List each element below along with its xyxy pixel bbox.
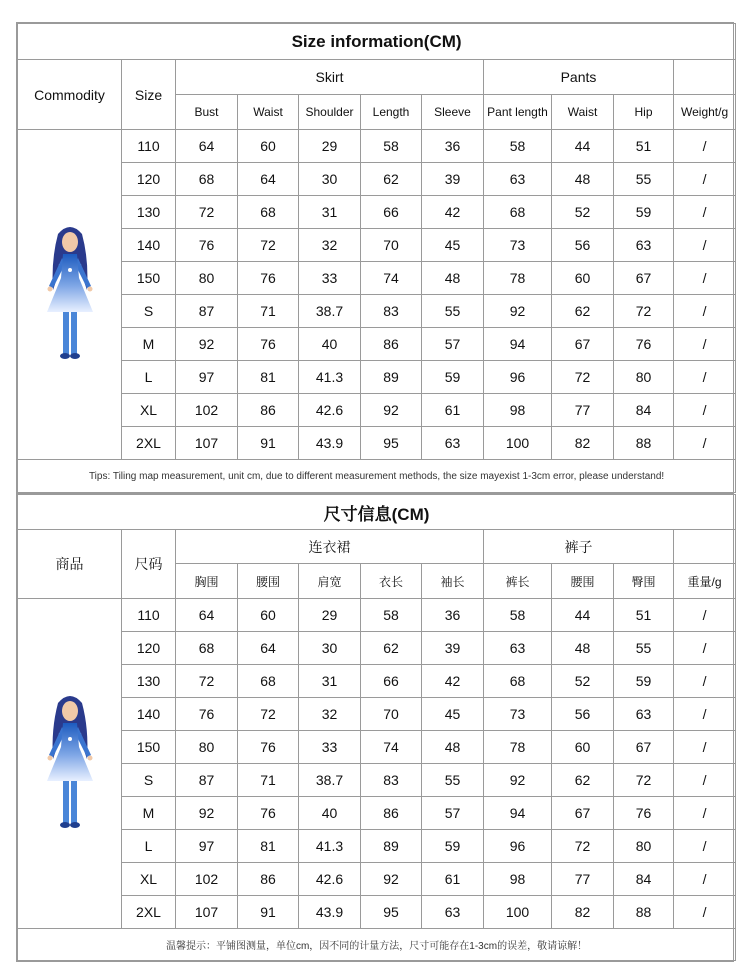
measurement-cell: 82 (552, 896, 614, 929)
measurement-cell: 73 (484, 229, 552, 262)
measurement-cell: 72 (552, 830, 614, 863)
measurement-cell: 42.6 (299, 863, 361, 896)
size-cell: 2XL (122, 427, 176, 460)
table-row (18, 262, 736, 295)
measurement-cell: 95 (361, 427, 422, 460)
empty-header-cell (674, 60, 736, 95)
measurement-cell: 60 (552, 731, 614, 764)
size-cell: 150 (122, 731, 176, 764)
measurement-cell: / (674, 830, 736, 863)
size-cell: M (122, 797, 176, 830)
measurement-cell: 62 (552, 764, 614, 797)
measurement-cell: 43.9 (299, 896, 361, 929)
column-header: Pant length (484, 95, 552, 130)
measurement-cell: 92 (361, 394, 422, 427)
measurement-cell: 92 (361, 863, 422, 896)
table-row (18, 599, 736, 632)
measurement-cell: 63 (614, 229, 674, 262)
measurement-cell: 68 (238, 665, 299, 698)
column-header: 胸围 (176, 564, 238, 599)
measurement-cell: 68 (238, 196, 299, 229)
measurement-cell: 76 (238, 797, 299, 830)
measurement-cell: 58 (484, 599, 552, 632)
measurement-cell: 55 (422, 295, 484, 328)
measurement-cell: 81 (238, 830, 299, 863)
measurement-cell: 33 (299, 731, 361, 764)
measurement-cell: 48 (422, 262, 484, 295)
measurement-cell: 72 (614, 295, 674, 328)
measurement-cell: 68 (176, 163, 238, 196)
size-cell: 130 (122, 665, 176, 698)
measurement-cell: 45 (422, 698, 484, 731)
measurement-cell: 59 (422, 830, 484, 863)
column-header: Shoulder (299, 95, 361, 130)
size-rows (18, 599, 736, 929)
measurement-cell: 72 (176, 196, 238, 229)
measurement-cell: 97 (176, 361, 238, 394)
table-title: 尺寸信息(CM) (18, 495, 736, 530)
measurement-cell: 63 (422, 896, 484, 929)
measurement-cell: / (674, 599, 736, 632)
measurement-cell: 59 (422, 361, 484, 394)
measurement-cell: 41.3 (299, 830, 361, 863)
measurement-cell: 38.7 (299, 295, 361, 328)
measurement-cell: 91 (238, 427, 299, 460)
measurement-cell: 31 (299, 665, 361, 698)
table-row (18, 229, 736, 262)
measurement-cell: 66 (361, 665, 422, 698)
column-header: 衣长 (361, 564, 422, 599)
size-cell: 2XL (122, 896, 176, 929)
measurement-cell: 38.7 (299, 764, 361, 797)
table-row (18, 632, 736, 665)
measurement-cell: / (674, 295, 736, 328)
measurement-cell: 91 (238, 896, 299, 929)
measurement-cell: 32 (299, 229, 361, 262)
measurement-cell: 63 (422, 427, 484, 460)
measurement-cell: 68 (176, 632, 238, 665)
measurement-cell: 84 (614, 863, 674, 896)
measurement-cell: 58 (361, 130, 422, 163)
measurement-cell: 76 (238, 328, 299, 361)
measurement-cell: 64 (176, 599, 238, 632)
table-row (18, 427, 736, 460)
measurement-cell: 55 (614, 163, 674, 196)
pants-header: Pants (484, 60, 674, 95)
measurement-cell: 44 (552, 599, 614, 632)
measurement-cell: 56 (552, 698, 614, 731)
measurement-cell: 63 (484, 163, 552, 196)
column-header: 重量/g (674, 564, 736, 599)
measurement-cell: 67 (614, 731, 674, 764)
measurement-cell: 89 (361, 830, 422, 863)
measurement-cell: 60 (238, 130, 299, 163)
measurement-cell: / (674, 896, 736, 929)
size-cell: L (122, 361, 176, 394)
size-cell: 120 (122, 632, 176, 665)
measurement-cell: 43.9 (299, 427, 361, 460)
size-cell: 130 (122, 196, 176, 229)
measurement-cell: 82 (552, 427, 614, 460)
measurement-cell: 39 (422, 632, 484, 665)
measurement-cell: 100 (484, 896, 552, 929)
measurement-cell: 76 (238, 262, 299, 295)
measurement-cell: 52 (552, 665, 614, 698)
measurement-cell: 61 (422, 394, 484, 427)
measurement-cell: 48 (422, 731, 484, 764)
size-cell: XL (122, 394, 176, 427)
measurement-cell: / (674, 863, 736, 896)
measurement-cell: 42.6 (299, 394, 361, 427)
measurement-cell: 73 (484, 698, 552, 731)
product-image-cell (18, 130, 122, 460)
measurement-cell: 68 (484, 665, 552, 698)
measurement-cell: 71 (238, 764, 299, 797)
empty-header-cell (674, 530, 736, 564)
measurement-tip: Tips: Tiling map measurement, unit cm, due to different measurement methods, the size mayexist 1-3cm error, please understand! (18, 460, 736, 493)
measurement-cell: / (674, 361, 736, 394)
measurement-cell: 88 (614, 896, 674, 929)
measurement-cell: 96 (484, 830, 552, 863)
measurement-cell: 83 (361, 764, 422, 797)
measurement-cell: 60 (552, 262, 614, 295)
measurement-cell: 72 (238, 229, 299, 262)
column-header: Waist (552, 95, 614, 130)
measurement-cell: 107 (176, 896, 238, 929)
measurement-cell: 48 (552, 163, 614, 196)
product-image (35, 689, 105, 839)
measurement-cell: / (674, 698, 736, 731)
measurement-cell: 80 (176, 731, 238, 764)
measurement-cell: 63 (614, 698, 674, 731)
measurement-cell: 56 (552, 229, 614, 262)
skirt-header: 连衣裙 (176, 530, 484, 564)
size-cell: 140 (122, 229, 176, 262)
measurement-cell: 52 (552, 196, 614, 229)
measurement-cell: 59 (614, 196, 674, 229)
measurement-cell: / (674, 163, 736, 196)
measurement-cell: 81 (238, 361, 299, 394)
measurement-cell: / (674, 196, 736, 229)
measurement-cell: 76 (176, 229, 238, 262)
product-image-cell (18, 599, 122, 929)
commodity-header: Commodity (18, 60, 122, 130)
column-header: 裤长 (484, 564, 552, 599)
measurement-cell: 58 (361, 599, 422, 632)
column-header: Weight/g (674, 95, 736, 130)
measurement-cell: / (674, 665, 736, 698)
measurement-cell: 102 (176, 863, 238, 896)
measurement-cell: 64 (176, 130, 238, 163)
column-header: 肩宽 (299, 564, 361, 599)
measurement-cell: 29 (299, 599, 361, 632)
measurement-cell: 41.3 (299, 361, 361, 394)
measurement-cell: 67 (552, 797, 614, 830)
table-row (18, 163, 736, 196)
measurement-cell: 77 (552, 394, 614, 427)
measurement-cell: 29 (299, 130, 361, 163)
measurement-cell: / (674, 328, 736, 361)
measurement-cell: 30 (299, 632, 361, 665)
measurement-cell: 95 (361, 896, 422, 929)
column-header: Bust (176, 95, 238, 130)
measurement-cell: 74 (361, 731, 422, 764)
measurement-cell: 72 (238, 698, 299, 731)
measurement-cell: / (674, 427, 736, 460)
table-title: Size information(CM) (18, 24, 736, 60)
measurement-cell: 97 (176, 830, 238, 863)
measurement-cell: 57 (422, 797, 484, 830)
measurement-cell: 51 (614, 599, 674, 632)
table-row (18, 295, 736, 328)
measurement-cell: 87 (176, 764, 238, 797)
measurement-cell: 77 (552, 863, 614, 896)
commodity-header: 商品 (18, 530, 122, 599)
measurement-cell: 72 (614, 764, 674, 797)
table-row (18, 698, 736, 731)
measurement-cell: 33 (299, 262, 361, 295)
measurement-cell: 57 (422, 328, 484, 361)
measurement-cell: 40 (299, 328, 361, 361)
product-image (35, 220, 105, 370)
measurement-cell: 45 (422, 229, 484, 262)
size-header: Size (122, 60, 176, 130)
column-header: 臀围 (614, 564, 674, 599)
measurement-cell: / (674, 229, 736, 262)
size-cell: S (122, 764, 176, 797)
measurement-cell: 80 (176, 262, 238, 295)
measurement-cell: 96 (484, 361, 552, 394)
measurement-cell: / (674, 130, 736, 163)
measurement-cell: 62 (361, 632, 422, 665)
table-row (18, 328, 736, 361)
measurement-cell: 76 (176, 698, 238, 731)
size-cell: 150 (122, 262, 176, 295)
measurement-cell: 88 (614, 427, 674, 460)
measurement-cell: 68 (484, 196, 552, 229)
measurement-cell: 60 (238, 599, 299, 632)
measurement-cell: 64 (238, 163, 299, 196)
measurement-cell: 59 (614, 665, 674, 698)
column-header: Hip (614, 95, 674, 130)
measurement-cell: 100 (484, 427, 552, 460)
measurement-cell: 86 (238, 394, 299, 427)
measurement-cell: 61 (422, 863, 484, 896)
measurement-cell: 42 (422, 196, 484, 229)
measurement-cell: 102 (176, 394, 238, 427)
measurement-cell: 98 (484, 394, 552, 427)
measurement-cell: 84 (614, 394, 674, 427)
measurement-cell: 32 (299, 698, 361, 731)
measurement-cell: 92 (484, 764, 552, 797)
measurement-cell: 66 (361, 196, 422, 229)
measurement-cell: 74 (361, 262, 422, 295)
measurement-cell: 98 (484, 863, 552, 896)
table-row (18, 665, 736, 698)
size-table-zh (16, 493, 734, 962)
measurement-cell: 71 (238, 295, 299, 328)
table-row (18, 731, 736, 764)
measurement-cell: 89 (361, 361, 422, 394)
column-header: 腰围 (552, 564, 614, 599)
measurement-cell: 86 (238, 863, 299, 896)
measurement-cell: 92 (176, 328, 238, 361)
measurement-cell: / (674, 262, 736, 295)
pants-header: 裤子 (484, 530, 674, 564)
measurement-cell: 86 (361, 328, 422, 361)
size-cell: XL (122, 863, 176, 896)
measurement-cell: 78 (484, 731, 552, 764)
measurement-cell: 30 (299, 163, 361, 196)
measurement-cell: 80 (614, 361, 674, 394)
measurement-cell: 67 (614, 262, 674, 295)
size-cell: M (122, 328, 176, 361)
measurement-cell: 36 (422, 599, 484, 632)
measurement-cell: 76 (614, 328, 674, 361)
size-cell: 110 (122, 599, 176, 632)
table-row (18, 797, 736, 830)
measurement-cell: / (674, 394, 736, 427)
measurement-cell: 94 (484, 797, 552, 830)
measurement-cell: 67 (552, 328, 614, 361)
measurement-cell: 92 (484, 295, 552, 328)
measurement-cell: 70 (361, 698, 422, 731)
measurement-cell: 107 (176, 427, 238, 460)
column-header: Waist (238, 95, 299, 130)
size-cell: 140 (122, 698, 176, 731)
size-header: 尺码 (122, 530, 176, 599)
measurement-cell: 44 (552, 130, 614, 163)
measurement-tip: 温馨提示：平铺图测量，单位cm，因不同的计量方法，尺寸可能存在1-3cm的误差，敬请谅解！ (18, 929, 736, 961)
column-header: Length (361, 95, 422, 130)
measurement-cell: 78 (484, 262, 552, 295)
table-row (18, 361, 736, 394)
table-row (18, 130, 736, 163)
size-table-en (16, 22, 734, 494)
column-header: 袖长 (422, 564, 484, 599)
measurement-cell: 36 (422, 130, 484, 163)
measurement-cell: 92 (176, 797, 238, 830)
measurement-cell: / (674, 764, 736, 797)
measurement-cell: 55 (422, 764, 484, 797)
measurement-cell: 63 (484, 632, 552, 665)
table-row (18, 863, 736, 896)
measurement-cell: 48 (552, 632, 614, 665)
size-cell: S (122, 295, 176, 328)
size-cell: L (122, 830, 176, 863)
measurement-cell: 76 (614, 797, 674, 830)
table-row (18, 830, 736, 863)
measurement-cell: 51 (614, 130, 674, 163)
measurement-cell: 58 (484, 130, 552, 163)
measurement-cell: 62 (552, 295, 614, 328)
measurement-cell: 83 (361, 295, 422, 328)
column-header: Sleeve (422, 95, 484, 130)
measurement-cell: / (674, 731, 736, 764)
measurement-cell: 86 (361, 797, 422, 830)
size-rows (18, 130, 736, 460)
table-row (18, 896, 736, 929)
measurement-cell: 39 (422, 163, 484, 196)
measurement-cell: 80 (614, 830, 674, 863)
measurement-cell: / (674, 797, 736, 830)
measurement-cell: 72 (552, 361, 614, 394)
size-cell: 120 (122, 163, 176, 196)
measurement-cell: 62 (361, 163, 422, 196)
measurement-cell: 87 (176, 295, 238, 328)
measurement-cell: / (674, 632, 736, 665)
measurement-cell: 31 (299, 196, 361, 229)
skirt-header: Skirt (176, 60, 484, 95)
measurement-cell: 72 (176, 665, 238, 698)
table-row (18, 196, 736, 229)
measurement-cell: 76 (238, 731, 299, 764)
table-row (18, 394, 736, 427)
measurement-cell: 70 (361, 229, 422, 262)
table-row (18, 764, 736, 797)
measurement-cell: 42 (422, 665, 484, 698)
measurement-cell: 94 (484, 328, 552, 361)
measurement-cell: 64 (238, 632, 299, 665)
measurement-cell: 55 (614, 632, 674, 665)
size-cell: 110 (122, 130, 176, 163)
measurement-cell: 40 (299, 797, 361, 830)
column-header: 腰围 (238, 564, 299, 599)
